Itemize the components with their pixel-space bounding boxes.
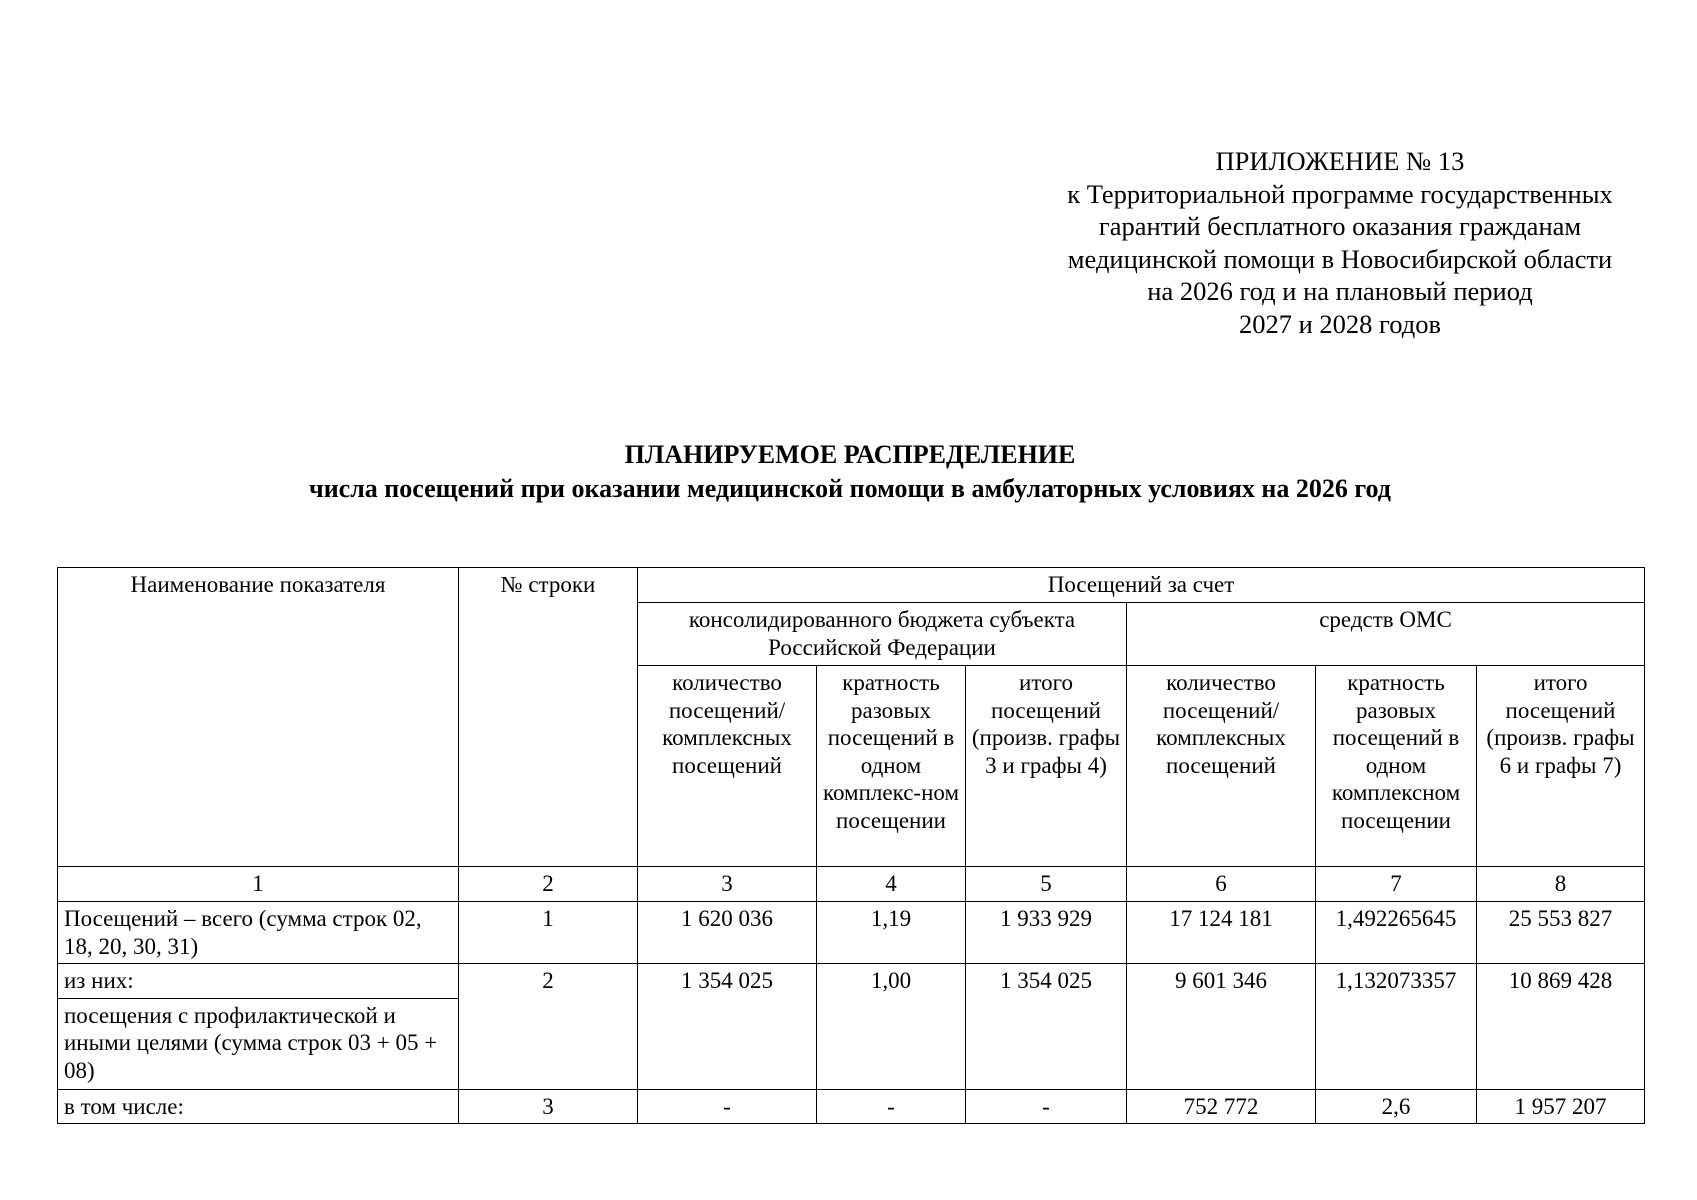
column-number: 1 xyxy=(58,867,459,902)
appendix-line: гарантий бесплатного оказания гражданам xyxy=(1098,211,1582,241)
column-number: 4 xyxy=(817,867,966,902)
title-main: ПЛАНИРУЕМОЕ РАСПРЕДЕЛЕНИЕ xyxy=(624,440,1076,469)
column-number: 7 xyxy=(1316,867,1477,902)
cell-value: 1 957 207 xyxy=(1477,1089,1645,1124)
cell-value: 1 620 036 xyxy=(638,902,817,964)
appendix-line: 2027 и 2028 годов xyxy=(1239,308,1441,339)
header-indicator-name: Наименование показателя xyxy=(58,568,459,867)
column-number: 8 xyxy=(1477,867,1645,902)
cell-value: 1,492265645 xyxy=(1316,902,1477,964)
cell-value: 10 869 428 xyxy=(1477,964,1645,1090)
row-name: в том числе: xyxy=(58,1089,459,1124)
cell-value: - xyxy=(966,1089,1127,1124)
row-number: 1 xyxy=(459,902,638,964)
appendix-header xyxy=(1040,145,1640,340)
appendix-line: к Территориальной программе государственных xyxy=(1067,178,1613,209)
cell-value: - xyxy=(817,1089,966,1124)
table-row xyxy=(58,902,1645,964)
column-number: 2 xyxy=(459,867,638,902)
title-subtitle: числа посещений при оказании медицинской помощи в амбулаторных условиях на 2026 год xyxy=(309,474,1391,503)
header-oms-group: средств ОМС xyxy=(1127,603,1645,666)
cell-value: 1 933 929 xyxy=(966,902,1127,964)
row-name: посещения с профилактической и иными целями (сумма строк 03 + 05 + 08) xyxy=(58,998,459,1089)
header-visits-funded-by: Посещений за счет xyxy=(638,568,1645,603)
cell-value: 1 354 025 xyxy=(966,964,1127,1090)
row-name: из них: xyxy=(58,964,459,999)
header-budget-count: количество посещений/ комплексных посещений xyxy=(638,666,817,867)
table-row xyxy=(58,1089,1645,1124)
header-budget-group: консолидированного бюджета субъекта Российской Федерации xyxy=(638,603,1127,666)
appendix-line: медицинской помощи в Новосибирской области xyxy=(1067,243,1613,274)
cell-value: 25 553 827 xyxy=(1477,902,1645,964)
header-budget-total: итого посещений (произв. графы 3 и графы 4) xyxy=(966,666,1127,867)
document-title xyxy=(60,438,1640,506)
header-oms-count: количество посещений/ комплексных посещений xyxy=(1127,666,1316,867)
column-number-row xyxy=(58,867,1645,902)
cell-value: 9 601 346 xyxy=(1127,964,1316,1090)
header-row-number: № строки xyxy=(459,568,638,867)
appendix-line: на 2026 год и на плановый период xyxy=(1147,276,1533,306)
row-number: 3 xyxy=(459,1089,638,1124)
row-number: 2 xyxy=(459,964,638,1090)
column-number: 3 xyxy=(638,867,817,902)
appendix-line: ПРИЛОЖЕНИЕ № 13 xyxy=(1215,146,1465,176)
column-number: 5 xyxy=(966,867,1127,902)
cell-value: 2,6 xyxy=(1316,1089,1477,1124)
cell-value: 17 124 181 xyxy=(1127,902,1316,964)
header-oms-total: итого посещений (произв. графы 6 и графы 7) xyxy=(1477,666,1645,867)
row-name: Посещений – всего (сумма строк 02, 18, 20, 30, 31) xyxy=(58,902,459,964)
cell-value: 752 772 xyxy=(1127,1089,1316,1124)
column-number: 6 xyxy=(1127,867,1316,902)
cell-value: 1,00 xyxy=(817,964,966,1090)
cell-value: 1,19 xyxy=(817,902,966,964)
header-budget-multiplicity: кратность разовых посещений в одном комплекс-ном посещении xyxy=(817,666,966,867)
table-row xyxy=(58,964,1645,999)
header-oms-multiplicity: кратность разовых посещений в одном комплексном посещении xyxy=(1316,666,1477,867)
cell-value: - xyxy=(638,1089,817,1124)
visits-distribution-table xyxy=(57,567,1645,1124)
cell-value: 1,132073357 xyxy=(1316,964,1477,1090)
cell-value: 1 354 025 xyxy=(638,964,817,1090)
